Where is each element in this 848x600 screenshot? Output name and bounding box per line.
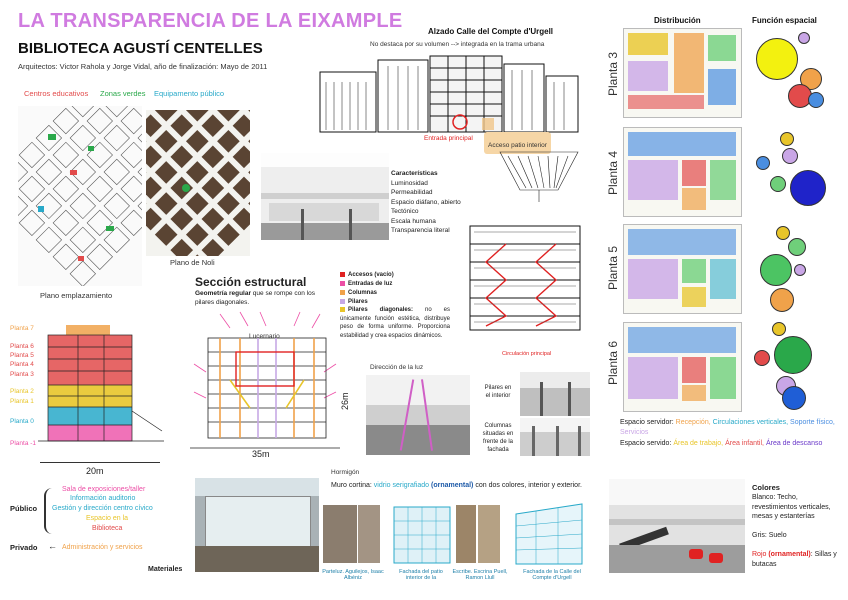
seccion-title: Sección estructural	[195, 275, 307, 289]
alzado-drawing	[318, 52, 580, 134]
materiales-label: Materiales	[148, 566, 183, 573]
caracteristica-item: Luminosidad	[391, 179, 428, 187]
site-plan-map	[18, 106, 142, 286]
bubble-diagram-planta-5	[752, 224, 828, 318]
plan-planta-6	[623, 322, 742, 412]
funcion-espacial-title: Función espacial	[752, 16, 817, 25]
pilares-diagonales-note: Pilares diagonales: no es únicamente función estética, distribuye peso de forma uniforme. Proporciona estabilidad y crea espacios dinámicos.	[340, 307, 450, 339]
planta-label-3: Planta 3	[606, 51, 620, 96]
colores-gris: Gris: Suelo	[752, 532, 787, 539]
colores-title: Colores	[752, 483, 780, 492]
caracteristica-item: Escala humana	[391, 217, 436, 225]
section-legend	[340, 271, 394, 307]
floor-label-minus1: Planta -1	[10, 440, 37, 447]
entrada-principal-label: Entrada principal	[424, 135, 473, 142]
privado-label: Privado	[10, 543, 38, 552]
plano-emplazamiento-caption: Plano emplazamiento	[40, 291, 113, 300]
plan-planta-5	[623, 224, 742, 314]
publico-item: Biblioteca	[92, 525, 123, 532]
floor-label-1: Planta 1	[10, 398, 34, 405]
alzado-subtitle: No destaca por su volumen --> integrada en la trama urbana	[370, 41, 545, 48]
caracteristica-item: Espacio diáfano, abierto	[391, 198, 461, 206]
planta-label-6: Planta 6	[606, 340, 620, 385]
legend-accesos: Accesos (vacío)	[340, 271, 394, 280]
columnas-fachada-label: Columnas situadas en frente de la fachada	[482, 423, 514, 453]
circulacion-section-drawing	[466, 222, 584, 348]
publico-item: Gestión y dirección centro cívico	[52, 505, 153, 512]
bubble-diagram-planta-6	[752, 320, 828, 414]
material-swatch-3b	[478, 505, 500, 563]
noli-plan-map	[146, 110, 250, 256]
espacio-servido-line: Espacio servido: Área de trabajo, Área infantil, Área de descanso	[620, 440, 823, 447]
privado-item: Administración y servicios	[62, 544, 143, 551]
material-caption-2: Fachada del patio interior de la	[399, 569, 443, 581]
plan-planta-3	[623, 28, 742, 118]
light-direction-photo	[366, 375, 470, 455]
colores-interior-photo	[609, 479, 745, 573]
legend-columnas: Columnas	[340, 289, 394, 298]
page-title: LA TRANSPARENCIA DE LA EIXAMPLE	[18, 10, 403, 32]
caracteristicas-title: Características	[391, 170, 438, 177]
direccion-luz-label: Dirección de la luz	[370, 364, 424, 371]
plan-planta-4	[623, 127, 742, 217]
publico-item: Información auditorio	[70, 495, 136, 502]
interior-pillars-photo	[520, 372, 590, 416]
patio-perspective-sketch	[498, 150, 580, 204]
alzado-title: Alzado Calle del Compte d'Urgell	[428, 27, 554, 36]
floor-label-6: Planta 6	[10, 343, 34, 350]
plano-noli-caption: Plano de Noli	[170, 258, 215, 267]
floor-label-4: Planta 4	[10, 361, 34, 368]
legend-entradas: Entradas de luz	[340, 280, 394, 289]
interior-photo	[261, 153, 389, 240]
circulacion-caption: Circulación principal	[502, 351, 552, 357]
material-swatch-1	[323, 505, 357, 563]
legend-equipamento: Equipamento público	[154, 89, 225, 98]
floor-label-3: Planta 3	[10, 371, 34, 378]
hormigon-label: Hormigón	[331, 469, 360, 476]
bubble-diagram-planta-3	[752, 26, 828, 118]
caracteristica-item: Transparencia literal	[391, 227, 450, 234]
page-subtitle: BIBLIOTECA AGUSTÍ CENTELLES	[18, 40, 263, 57]
arrow-left-icon: ←	[48, 541, 57, 551]
colores-rojo: Rojo (ornamental): Sillas y butacas	[752, 551, 837, 568]
planta-label-4: Planta 4	[606, 150, 620, 195]
distribucion-title: Distribución	[654, 16, 701, 25]
material-caption-3: Escribe. Escrina Puell, Ramon Llull	[452, 569, 508, 581]
espacio-servidor-line: Espacio servidor: Recepción, Circulaciones verticales, Soporte físico, Servicios	[620, 419, 835, 436]
publico-item: Espacio en la	[86, 515, 129, 522]
lucernario-label: Lucernario	[249, 333, 280, 340]
acceso-patio-label: Acceso patio interior	[488, 142, 547, 149]
publico-bracket	[44, 488, 52, 534]
legend-centros: Centros educativos	[24, 89, 89, 98]
colores-blanco: Blanco: Techo, revestimientos verticales, mesas y estanterías	[752, 494, 831, 520]
pilares-interior-label: Pilares en el interior	[484, 385, 512, 399]
elev-width-label: 20m	[86, 466, 104, 476]
urgell-facade-sketch	[512, 502, 588, 566]
material-swatch-3	[456, 505, 476, 563]
floor-label-2: Planta 2	[10, 388, 34, 395]
architects-line: Arquitectos: Victor Rahola y Jorge Vidal, año de finalización: Mayo de 2011	[18, 62, 268, 71]
seccion-desc: Geometría regular que se rompe con los pilares diagonales.	[195, 290, 315, 306]
bubble-diagram-planta-4	[752, 126, 828, 220]
facade-photo	[195, 478, 319, 572]
colored-elevation	[38, 321, 164, 455]
elev-dimension-line	[40, 462, 160, 463]
seccion-width-label: 35m	[252, 449, 270, 459]
caracteristicas-list	[391, 169, 461, 236]
floor-label-7: Planta 7	[10, 325, 34, 332]
material-caption-4: Fachada de la Calle del Compte d'Urgell	[523, 569, 581, 581]
patio-facade-sketch	[392, 505, 452, 565]
structural-section-drawing	[190, 308, 340, 456]
legend-zonas: Zonas verdes	[100, 89, 146, 98]
caracteristica-item: Tectónico	[391, 208, 419, 215]
floor-label-0: Planta 0	[10, 418, 34, 425]
floor-label-5: Planta 5	[10, 352, 34, 359]
caracteristica-item: Permeabilidad	[391, 189, 433, 196]
legend-pilares: Pilares	[340, 298, 394, 307]
material-swatch-1b	[358, 505, 380, 563]
publico-label: Público	[10, 504, 38, 513]
planta-label-5: Planta 5	[606, 245, 620, 290]
material-caption-1: Parteluz. Aguilejos, Isaac Albéniz	[322, 569, 384, 581]
seccion-height-label: 26m	[340, 392, 350, 410]
publico-item: Sala de exposiciones/taller	[62, 486, 146, 493]
muro-cortina-text: Muro cortina: vidrio serigrafiado (ornamental) con dos colores, interior y exterior.	[331, 482, 582, 489]
facade-columns-photo	[520, 418, 590, 456]
